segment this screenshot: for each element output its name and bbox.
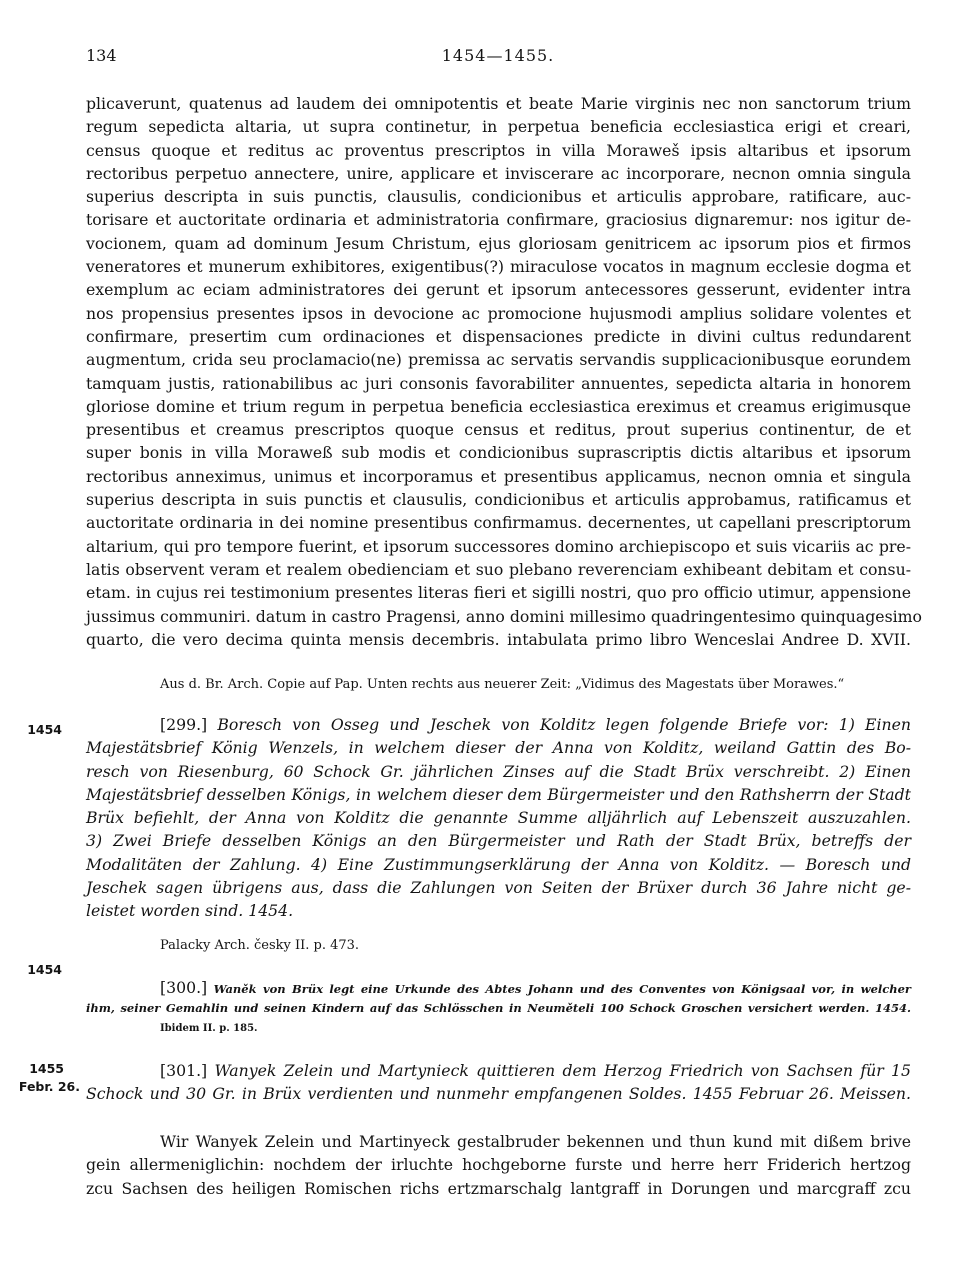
- text-line: census quoque et reditus ac proventus prescriptos in villa Moraweš ipsis altaribus et ipsorum: [86, 140, 911, 160]
- text-line: exemplum ac eciam administratores dei gerunt et ipsorum antecessores gesserunt, evidenter intra: [86, 280, 911, 300]
- text-line: gein allermeniglichin: nochdem der irluchte hochgeborne furste und herre herr Friderich hertzog: [86, 1155, 911, 1175]
- text-line: Wir Wanyek Zelein und Martinyeck gestalbruder bekennen und thun kund mit dißem brive: [160, 1132, 911, 1151]
- text-line: auctoritate ordinaria in dei nomine presentibus confirmamus. decernentes, ut capellani prescriptorum: [86, 513, 911, 533]
- text-line: torisare et auctoritate ordinaria et administratoria confirmare, graciosius dignaremur: nos igitur de-: [86, 210, 911, 230]
- source-note: Ibidem II. p. 185.: [160, 1023, 258, 1034]
- text-line: latis observent veram et realem obedienciam et suo plebano reverenciam exhibeant debitam et consu-: [86, 559, 911, 579]
- text-line: veneratores et munerum exhibitores, exigentibus(?) miraculose vocatos in magnum ecclesie dogma et: [86, 257, 911, 277]
- entry-301: [86, 1059, 911, 1106]
- summary-line: Schock und 30 Gr. in Brüx verdienten und nunmehr empfangenen Soldes. 1455 Februar 26. Meissen.: [86, 1084, 911, 1104]
- summary-line: [86, 1059, 911, 1082]
- text-line: quarto, die vero decima quinta mensis decembris. intabulata primo libro Wenceslai Andree D. XVII.: [86, 629, 911, 649]
- page-header: [86, 46, 910, 70]
- summary-line: Jeschek sagen übrigens aus, dass die Zahlungen von Seiten der Brüxer durch 36 Jahre nicht ge-: [86, 878, 911, 898]
- summary-text: Waněk von Brüx legt eine Urkunde des Abtes Johann und des Conventes von Königsaal vor, in welcher: [213, 982, 911, 996]
- running-head: 1454—1455.: [441, 46, 555, 65]
- text-line: confirmare, presertim cum ordinaciones et dispensaciones predicte in divini cultus redundarent: [86, 326, 911, 346]
- text-line: etam. in cujus rei testimonium presentes literas fieri et sigilli nostri, quo pro officio utimur, appensione: [86, 583, 911, 603]
- summary-line: leistet worden sind. 1454.: [86, 901, 294, 921]
- text-line: super bonis in villa Moraweß sub modis et condicionibus suprascriptis dictis altaribus et ipsorum: [86, 443, 911, 463]
- margin-date: 1454: [27, 962, 62, 977]
- text-line: plicaverunt, quatenus ad laudem dei omnipotentis et beate Marie virginis nec non sanctorum trium: [86, 94, 911, 113]
- text-line: gloriose domine et trium regum in perpetua beneficia ecclesiastica ereximus et creamus erigimusque: [86, 396, 911, 416]
- entry-number: [300.]: [160, 978, 208, 997]
- page-number: 134: [86, 46, 117, 65]
- margin-date: 1455: [29, 1061, 64, 1076]
- entry-number: [301.]: [160, 1061, 208, 1080]
- entry-number: [299.]: [160, 715, 208, 734]
- text-line: rectoribus perpetuo annectere, unire, applicare et inviscerare ac incorporare, necnon omnia singula: [86, 163, 911, 183]
- summary-text: Wanyek Zelein und Martynieck quittieren dem Herzog Friedrich von Sachsen für 15: [214, 1061, 911, 1080]
- entry-300: [86, 978, 911, 1018]
- document-text: [86, 1130, 911, 1200]
- text-line: zcu Sachsen des heiligen Romischen richs ertzmarschalg lantgraff in Dorungen und marcgraff zcu: [86, 1178, 911, 1198]
- text-line: altarium, qui pro tempore fuerint, et ipsorum successores domino archiepiscopo et suis vicariis ac pre-: [86, 536, 911, 556]
- text-line: tamquam justis, rationabilibus ac juri consonis favorabiliter annuentes, sepedicta altaria in honorem: [86, 373, 911, 393]
- summary-text: Boresch von Osseg und Jeschek von Kolditz legen folgende Briefe vor: 1) Einen: [217, 715, 911, 734]
- summary-line: Brüx befiehlt, der Anna von Kolditz die genannte Summe alljährlich auf Lebenszeit auszuzahlen.: [86, 808, 911, 828]
- margin-date: 1454: [27, 722, 62, 737]
- summary-line: resch von Riesenburg, 60 Schock Gr. jährlichen Zinses auf die Stadt Brüx verschreibt. 2) Einen: [86, 761, 911, 781]
- summary-line: [86, 713, 911, 736]
- text-line: regum sepedicta altaria, ut supra continetur, in perpetua beneficia ecclesiastica erigi et creari,: [86, 117, 911, 137]
- text-line: augmentum, crida seu proclamacio(ne) premissa ac servatis servandis supplicacionibusque eorundem: [86, 350, 911, 370]
- summary-line: Majestätsbrief desselben Königs, in welchem dieser dem Bürgermeister und den Rathsherrn der Stadt: [86, 784, 911, 804]
- text-line: nos propensius presentes ipsos in devocione ac promocione hujusmodi amplius solidare volentes et: [86, 303, 911, 323]
- summary-line: Modalitäten der Zahlung. 4) Eine Zustimmungserklärung der Anna von Kolditz. — Boresch und: [86, 854, 911, 874]
- summary-line: [86, 978, 911, 998]
- text-line: superius descripta in suis punctis, clausulis, condicionibus et articulis approbare, ratificare, auc-: [86, 187, 911, 207]
- margin-date: Febr. 26.: [18, 1079, 80, 1094]
- source-note: Aus d. Br. Arch. Copie auf Pap. Unten rechts aus neuerer Zeit: „Vidimus des Magestats über Morawes.“: [160, 677, 845, 692]
- text-line: vocionem, quam ad dominum Jesum Christum, ejus gloriosam genitricem ac ipsorum pios et firmos: [86, 233, 911, 253]
- text-line: jussimus communiri. datum in castro Pragensi, anno domini millesimo quadringentesimo quinquagesimo: [86, 606, 922, 626]
- source-note: Palacky Arch. česky II. p. 473.: [160, 938, 360, 953]
- entry-299: [86, 713, 911, 923]
- summary-line: ihm, seiner Gemahlin und seinen Kindern auf das Schlösschen in Neuměteli 100 Schock Groschen versichert werden. 1454.: [86, 1001, 911, 1015]
- text-line: superius descripta in suis punctis et clausulis, condicionibus et articulis approbamus, ratificamus et: [86, 490, 911, 510]
- charter-text: [86, 92, 922, 651]
- summary-line: Majestätsbrief König Wenzels, in welchem dieser der Anna von Kolditz, weiland Gattin des Bo-: [86, 738, 911, 758]
- text-line: rectoribus anneximus, unimus et incorporamus et presentibus applicamus, necnon omnia et singula: [86, 466, 911, 486]
- text-line: presentibus et creamus prescriptos quoque census et reditus, prout superius continentur, de et: [86, 420, 911, 440]
- summary-line: 3) Zwei Briefe desselben Königs an den Bürgermeister und Rath der Stadt Brüx, betreffs der: [86, 831, 911, 851]
